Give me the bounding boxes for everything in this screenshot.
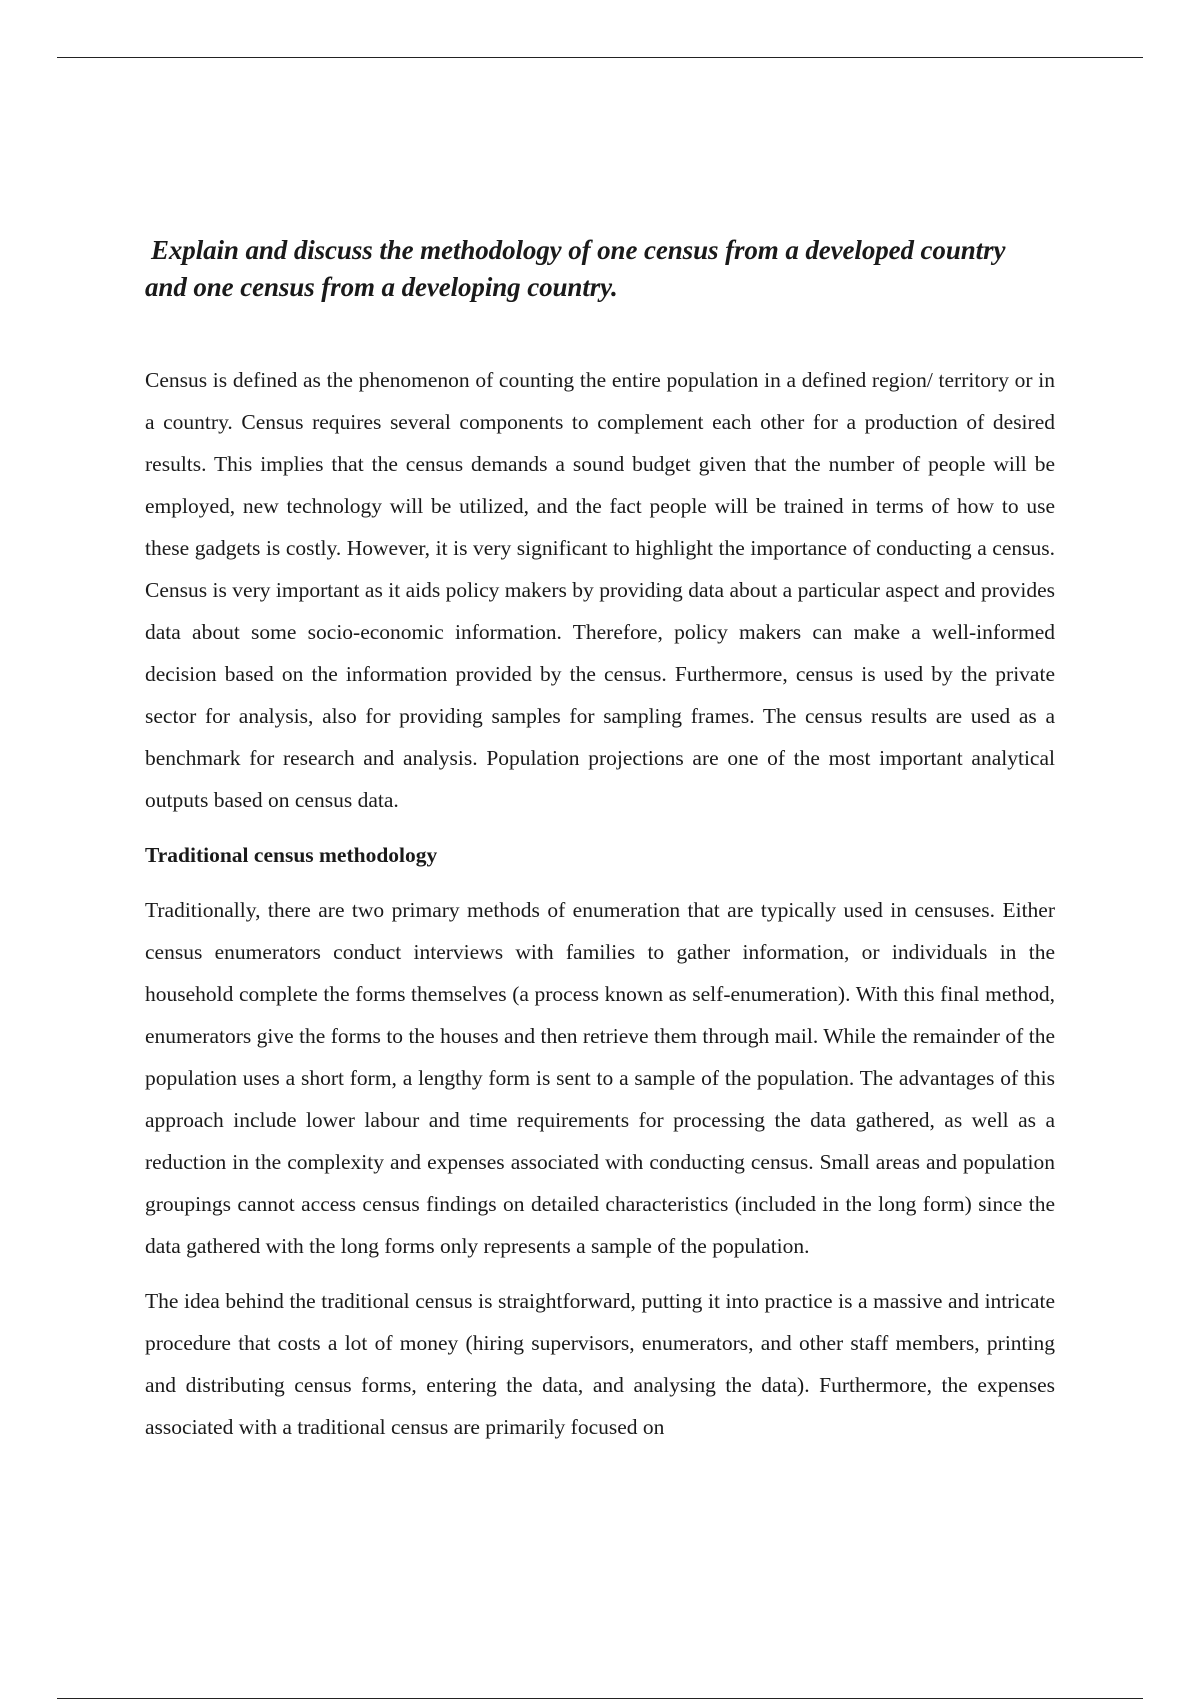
title-line-2: and one census from a developing country. xyxy=(145,272,618,302)
section-heading: Traditional census methodology xyxy=(145,843,438,867)
document-body xyxy=(145,232,1055,1448)
footer-rule xyxy=(57,1698,1143,1699)
methods-paragraph: Traditionally, there are two primary methods of enumeration that are typically used in censuses. Either census enumerators conduct interviews with families to gather information, or individuals in the household complete the forms themselves (a process known as self-enumeration). With this final method, enumerators give the forms to the houses and then retrieve them through mail. While the remainder of the population uses a short form, a lengthy form is sent to a sample of the population. The advantages of this approach include lower labour and time requirements for processing the data gathered, as well as a reduction in the complexity and expenses associated with conducting census. Small areas and population groupings cannot access census findings on detailed characteristics (included in the long form) since the data gathered with the long forms only represents a sample of the population. xyxy=(145,898,1055,1258)
title-line-1: Explain and discuss the methodology of one census from a developed country xyxy=(151,235,1006,265)
cost-paragraph: The idea behind the traditional census is straightforward, putting it into practice is a massive and intricate procedure that costs a lot of money (hiring supervisors, enumerators, and other staff members, printing and distributing census forms, entering the data, and analysing the data). Furthermore, the expenses associated with a traditional census are primarily focused on xyxy=(145,1289,1055,1439)
document-title xyxy=(145,232,1055,306)
intro-paragraph: Census is defined as the phenomenon of counting the entire population in a defined region/ territory or in a country. Census requires several components to complement each other for a production of desired results. This implies that the census demands a sound budget given that the number of people will be employed, new technology will be utilized, and the fact people will be trained in terms of how to use these gadgets is costly. However, it is very significant to highlight the importance of conducting a census. Census is very important as it aids policy makers by providing data about a particular aspect and provides data about some socio-economic information. Therefore, policy makers can make a well-informed decision based on the information provided by the census. Furthermore, census is used by the private sector for analysis, also for providing samples for sampling frames. The census results are used as a benchmark for research and analysis. Population projections are one of the most important analytical outputs based on census data. xyxy=(145,368,1055,812)
header-rule xyxy=(57,57,1143,58)
